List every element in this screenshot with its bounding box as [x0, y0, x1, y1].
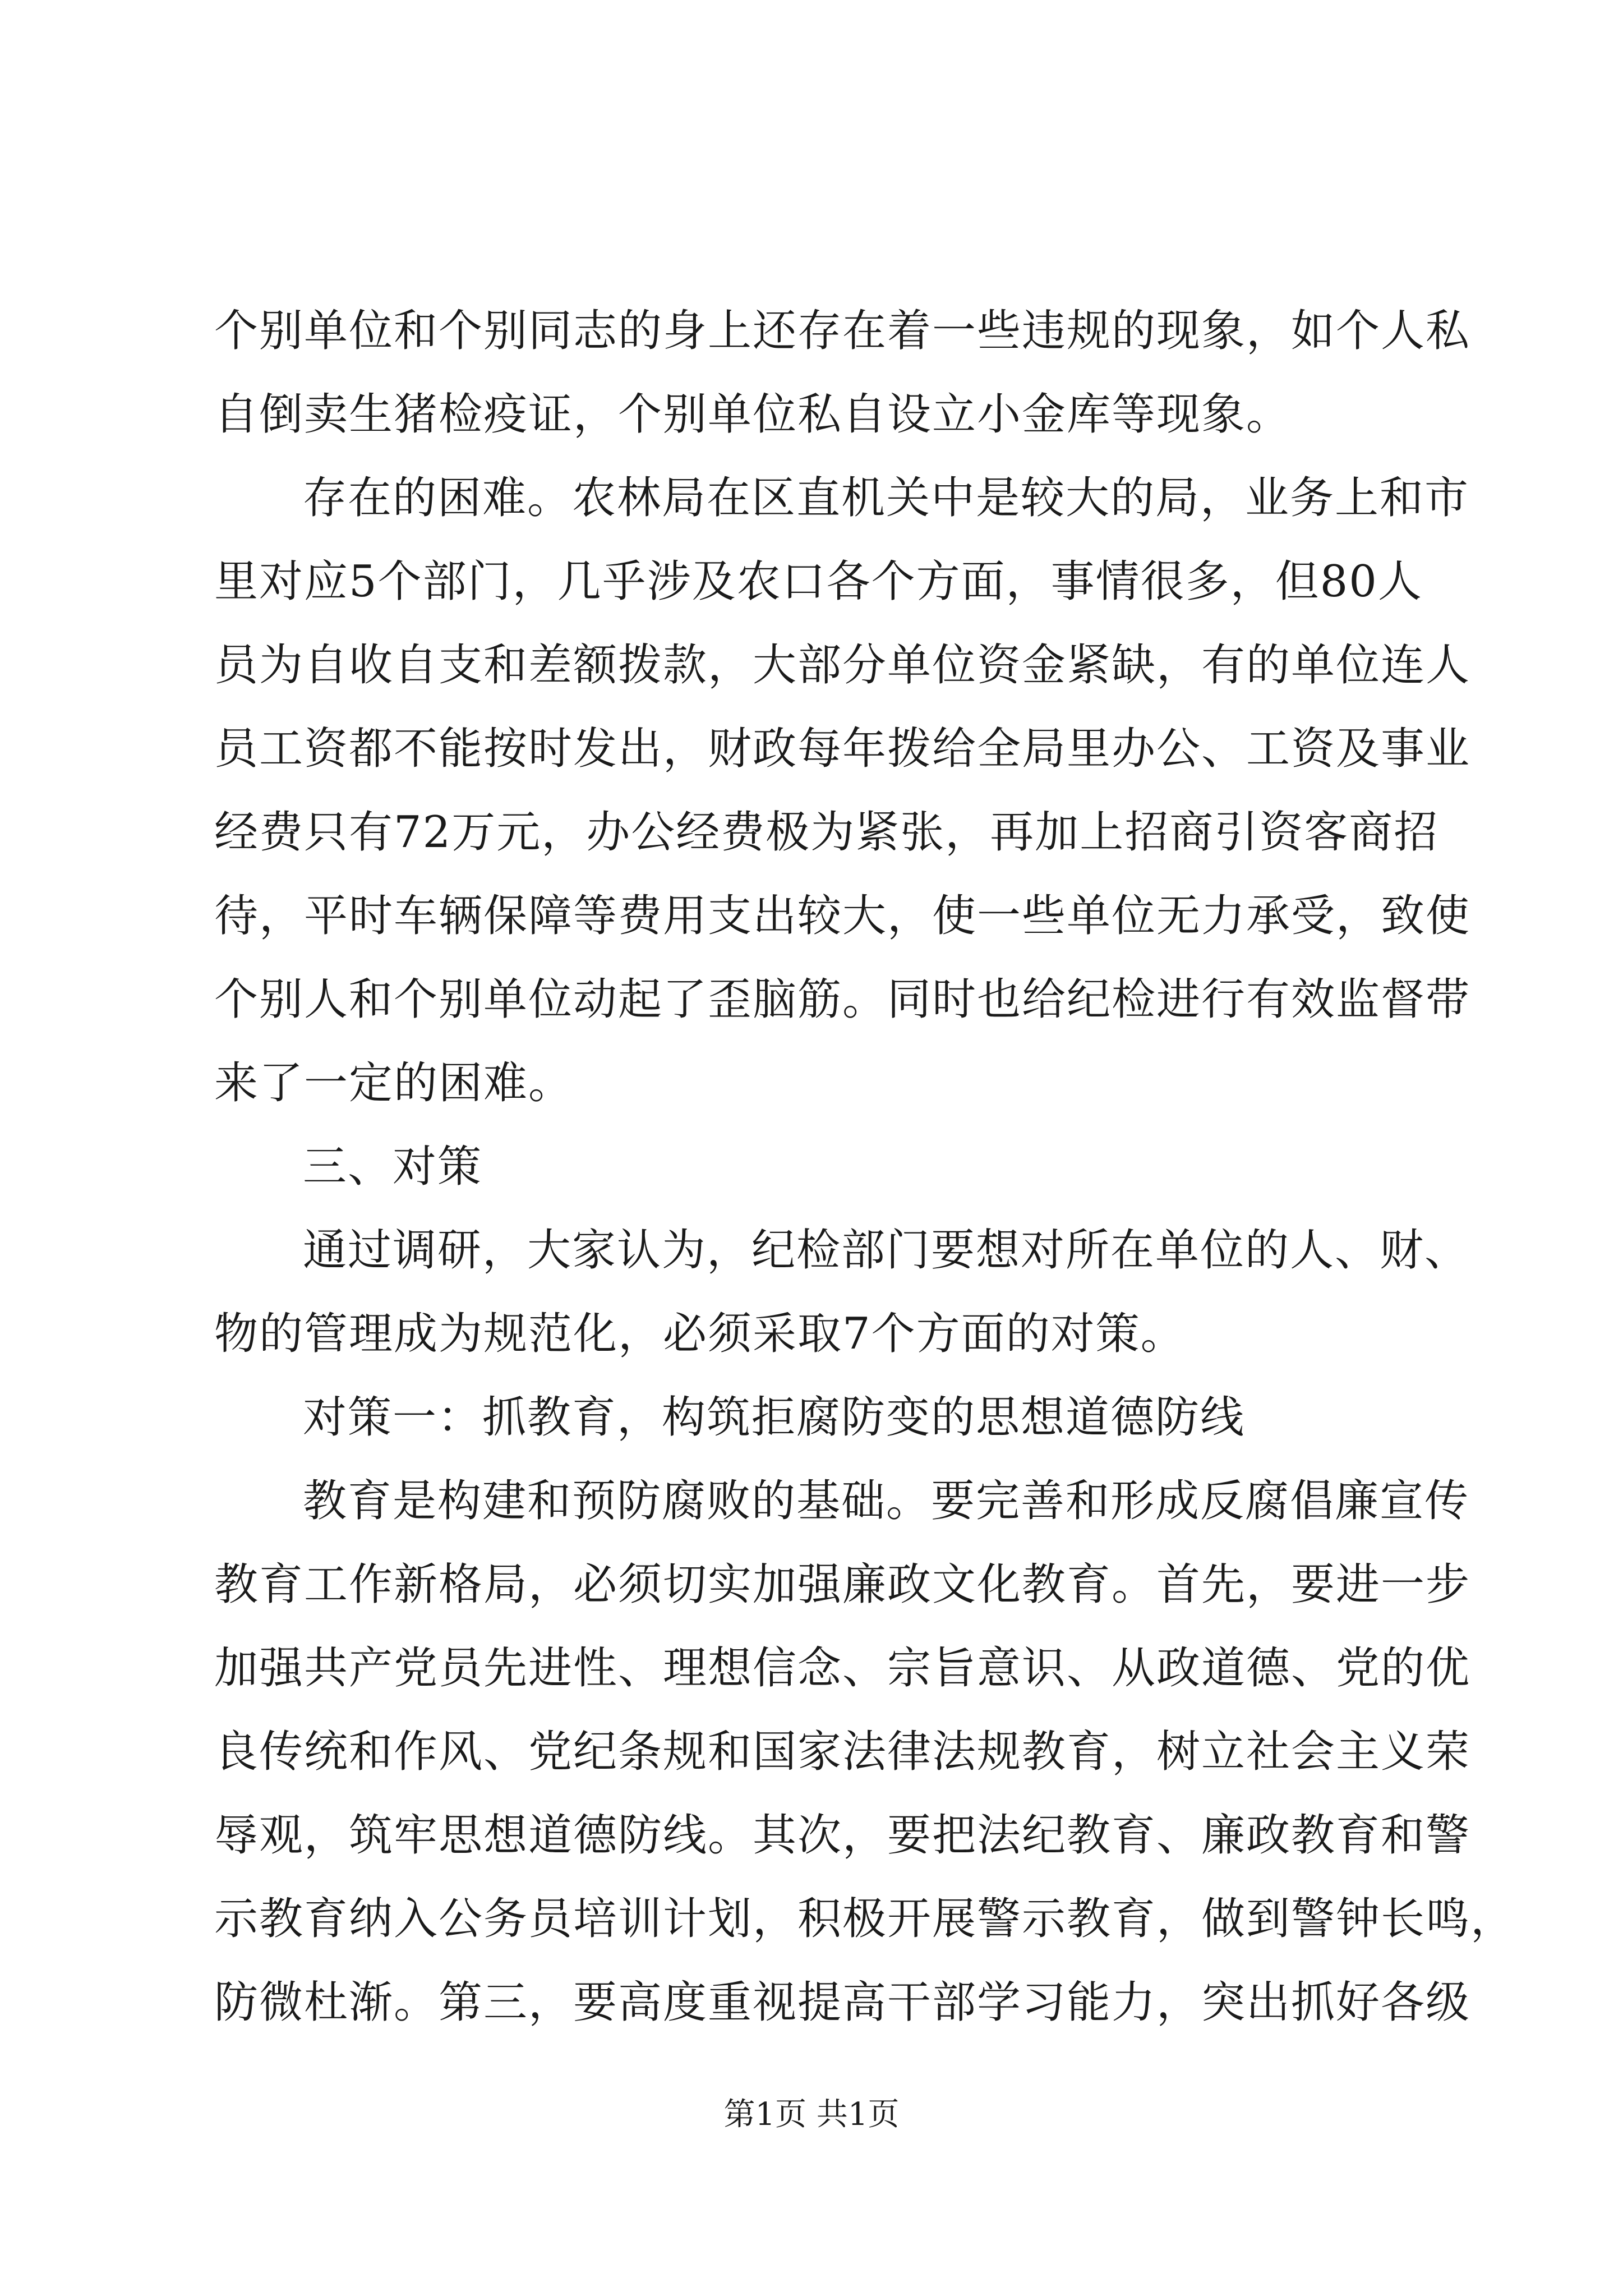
text-line-5: 员为自收自支和差额拨款，大部分单位资金紧缺，有的单位连人	[214, 640, 1471, 691]
text-line-12: 通过调研，大家认为，纪检部门要想对所在单位的人、财、	[303, 1225, 1470, 1276]
text-line-15: 教育是构建和预防腐败的基础。要完善和形成反腐倡廉宣传	[303, 1476, 1470, 1526]
text-line-4: 里对应5个部门，几乎涉及农口各个方面，事情很多，但80人	[214, 556, 1423, 607]
text-line-13: 物的管理成为规范化，必须采取7个方面的对策。	[214, 1309, 1186, 1359]
text-line-1: 个别单位和个别同志的身上还存在着一些违规的现象，如个人私	[214, 306, 1471, 356]
text-line-20: 示教育纳入公务员培训计划，积极开展警示教育，做到警钟长鸣，	[214, 1894, 1516, 1944]
text-line-3: 存在的困难。农林局在区直机关中是较大的局，业务上和市	[303, 473, 1470, 523]
page-footer: 第1页 共1页	[723, 2096, 900, 2133]
text-line-7: 经费只有72万元，办公经费极为紧张，再加上招商引资客商招	[214, 807, 1439, 858]
text-line-8: 待，平时车辆保障等费用支出较大，使一些单位无力承受，致使	[214, 891, 1471, 941]
text-line-19: 辱观，筑牢思想道德防线。其次，要把法纪教育、廉政教育和警	[214, 1810, 1471, 1861]
text-line-2: 自倒卖生猪检疫证，个别单位私自设立小金库等现象。	[214, 389, 1292, 440]
text-line-17: 加强共产党员先进性、理想信念、宗旨意识、从政道德、党的优	[214, 1643, 1471, 1694]
subsection-heading: 对策一：抓教育，构筑拒腐防变的思想道德防线	[303, 1392, 1246, 1443]
text-line-10: 来了一定的困难。	[214, 1058, 574, 1108]
text-line-16: 教育工作新格局，必须切实加强廉政文化教育。首先，要进一步	[214, 1559, 1471, 1610]
text-line-6: 员工资都不能按时发出，财政每年拨给全局里办公、工资及事业	[214, 724, 1471, 774]
text-line-9: 个别人和个别单位动起了歪脑筋。同时也给纪检进行有效监督带	[214, 974, 1471, 1025]
section-heading: 三、对策	[303, 1142, 483, 1192]
text-line-18: 良传统和作风、党纪条规和国家法律法规教育，树立社会主义荣	[214, 1727, 1471, 1777]
text-line-21: 防微杜渐。第三，要高度重视提高干部学习能力，突出抓好各级	[214, 1977, 1471, 2028]
